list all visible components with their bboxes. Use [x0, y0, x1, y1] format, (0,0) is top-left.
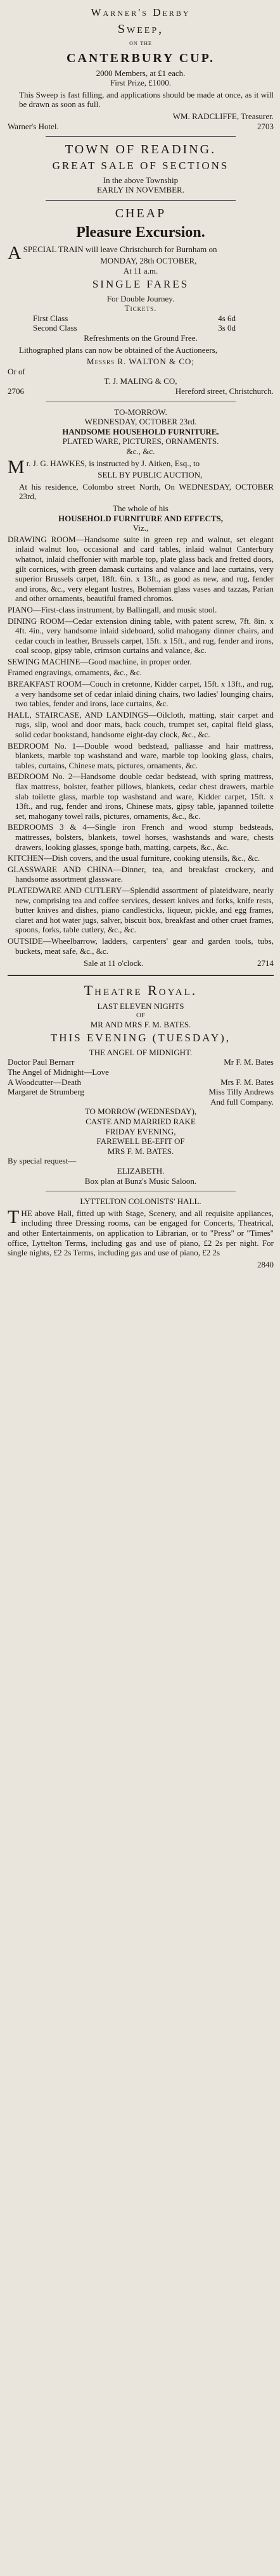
cast-role: Margaret de Strumberg	[8, 1087, 84, 1097]
lyttelton-number: 2840	[257, 1259, 274, 1269]
theatre-evening: THIS EVENING (TUESDAY),	[50, 1032, 231, 1044]
reading-township: In the above Township	[103, 175, 179, 185]
sweep-word: Sweep,	[117, 22, 164, 37]
fare-second-class: Second Class	[33, 323, 77, 333]
excursion-maling: T. J. MALING & CO,	[104, 376, 177, 386]
excursion-plans: Lithographed plans can now be obtained of the Auctioneers,	[19, 345, 217, 355]
sweep-treasurer: WM. RADCLIFFE, Treasurer.	[172, 111, 274, 121]
theatre-company: And full Company.	[210, 1096, 274, 1107]
excursion-refreshments: Refreshments on the Ground Free.	[84, 333, 198, 343]
sweep-on-the: on the	[129, 39, 152, 48]
lyttelton-advert	[8, 1196, 274, 1269]
furniture-sale-time: Sale at 11 o'clock.	[84, 958, 144, 968]
fare-first-class: First Class	[33, 313, 68, 323]
excursion-address: Hereford street, Christchurch.	[175, 386, 274, 397]
furniture-title: HANDSOME HOUSEHOLD FURNITURE.	[62, 426, 219, 436]
list-item: DINING ROOM—Cedar extension dining table, with patent screw, 7ft. 8in. x 4ft. 4in., very handsome inlaid sideboard, solid mahogany dinner chairs, and cedar couch in leather, Brussels carpet, 15ft. x 15ft., and rug, fender and irons, coal scoop, gipsy table, crimson curtains and valance, &c.	[8, 616, 274, 656]
excursion-tickets: Tickets.	[124, 303, 157, 314]
list-item: Framed engravings, ornaments, &c., &c.	[8, 668, 142, 678]
furniture-household: HOUSEHOLD FURNITURE AND EFFECTS,	[58, 513, 224, 523]
cast-actor: Miss Tilly Andrews	[208, 1087, 274, 1097]
sweep-prize: First Prize, £1000.	[110, 78, 172, 88]
furniture-etc: &c., &c.	[126, 447, 155, 456]
excursion-auctioneers: Messrs R. WALTON & CO;	[87, 357, 194, 367]
list-item: BEDROOM No. 1—Double wood bedstead, palliasse and hair mattress, blankets, marble top washstand and ware, marble top looking glass, chairs, tables, curtains, Chinese mats, pictures, ornaments, &c.	[8, 740, 274, 770]
list-item: BEDROOMS 3 & 4—Single iron French and wood stump bedsteads, mattresses, bolsters, blankets, towel horses, washstands and ware, chests drawers, looking glasses, sponge bath, matting, carpets, &c., &c.	[8, 822, 274, 852]
excursion-advert	[8, 206, 274, 397]
list-item: SEWING MACHINE—Good machine, in proper order.	[8, 656, 192, 666]
excursion-number: 2706	[8, 386, 24, 397]
reading-when: EARLY IN NOVEMBER.	[97, 185, 184, 195]
excursion-text: ASPECIAL TRAIN will leave Christchurch for Burnham on	[8, 242, 217, 263]
sweep-cup: CANTERBURY CUP.	[67, 51, 215, 65]
theatre-title: Theatre Royal.	[84, 982, 198, 998]
list-item: HALL, STAIRCASE, AND LANDINGS—Oilcloth, matting, stair carpet and rugs, slip, wool and door mats, back couch, trumpet set, capital field glass, solid cedar bookstand, handsome eight-day clock, &c., &c.	[8, 709, 274, 740]
list-item: OUTSIDE—Wheelbarrow, ladders, carpenters' gear and garden tools, tubs, buckets, meat safe, &c., &c.	[8, 936, 274, 956]
furniture-date: WEDNESDAY, OCTOBER 23rd.	[84, 417, 197, 427]
furniture-advert	[8, 407, 274, 968]
theatre-advert	[8, 982, 274, 1186]
furniture-plated: PLATED WARE, PICTURES, ORNAMENTS.	[62, 436, 219, 447]
furniture-sell: SELL BY PUBLIC AUCTION,	[98, 470, 203, 480]
theatre-mrs: MRS F. M. BATES.	[107, 1146, 174, 1156]
furniture-intro: Mr. J. G. HAWKES, is instructed by J. Aitken, Esq., to	[8, 456, 200, 478]
theatre-last: LAST ELEVEN NIGHTS	[97, 1001, 184, 1012]
cast-actor: Mr F. M. Bates	[224, 1057, 274, 1067]
lyttelton-text: THE above Hall, fitted up with Stage, Scenery, and all requisite appliances, including three Dressing rooms, can be engaged for Concerts, Theatrical, and other Entertainments, on application to Librarian, or to "Press" or "Times" office, Lyttelton Terms, including gas and use of piano, £2 2s per night. For single nights, £2 2s Terms, including gas and use of piano, £2 2s	[8, 1206, 274, 1258]
list-item: KITCHEN—Dish covers, and the usual furniture, cooking utensils, &c., &c.	[8, 853, 260, 863]
excursion-date: MONDAY, 28th OCTOBER,	[100, 256, 197, 266]
sweep-number: 2703	[257, 121, 274, 131]
excursion-double: For Double Journey.	[106, 293, 175, 303]
theatre-caste: CASTE AND MARRIED RAKE	[86, 1117, 196, 1126]
divider	[46, 136, 236, 137]
excursion-fares-title: SINGLE FARES	[92, 278, 189, 291]
excursion-time: At 11 a.m.	[123, 265, 158, 276]
cast-role: A Woodcutter—Death	[8, 1077, 82, 1087]
furniture-tomorrow: TO-MORROW.	[114, 407, 167, 417]
excursion-cheap: CHEAP	[115, 206, 167, 220]
theatre-names: MR AND MRS F. M. BATES.	[90, 1019, 191, 1029]
sweep-members: 2000 Members, at £1 each.	[96, 68, 186, 78]
fare-second-row	[8, 323, 274, 333]
cast-actor: Mrs F. M. Bates	[220, 1077, 274, 1087]
furniture-residence: At his residence, Colombo street North, On WEDNESDAY, OCTOBER 23rd,	[19, 481, 274, 502]
list-item: PIANO—First-class instrument, by Ballingall, and music stool.	[8, 604, 217, 614]
lyttelton-title: LYTTELTON COLONISTS' HALL.	[80, 1196, 201, 1207]
list-item: GLASSWARE AND CHINA—Dinner, tea, and breakfast crockery, and handsome assortment glassware.	[8, 864, 274, 884]
list-item: BEDROOM No. 2—Handsome double cedar bedstead, with spring mattress, flax mattress, bolster, feather pillows, blankets, cedar chest drawers, marble slab toilette glass, marble top washstand and ware, Kidder carpet, 15ft. x 13ft., and rug, fender and irons, Chinese mats, gipsy table, japanned toilette set, mahogany towel rails, pictures, ornaments, &c., &c.	[8, 771, 274, 821]
theatre-box-plan: Box plan at Bunz's Music Saloon.	[84, 1176, 197, 1186]
theatre-play: THE ANGEL OF MIDNIGHT.	[89, 1047, 193, 1057]
fare-first-price: 4s 6d	[218, 313, 236, 323]
list-item: BREAKFAST ROOM—Couch in cretonne, Kidder carpet, 15ft. x 13ft., and rug, a very handsome set of cedar inlaid dining chairs, two ladies' lounging chairs, two tables, fender and irons, lace curtains, &c.	[8, 679, 274, 709]
divider	[46, 200, 236, 201]
theatre-farewell: FAREWELL BE-EFIT OF	[96, 1136, 185, 1146]
fare-first-row	[8, 314, 274, 324]
cast-role: The Angel of Midnight—Love	[8, 1067, 109, 1077]
furniture-viz: Viz.,	[132, 523, 149, 533]
reading-advert	[8, 142, 274, 195]
excursion-or-of: Or of	[8, 366, 25, 376]
furniture-item-list	[8, 535, 274, 956]
list-item: PLATEDWARE AND CUTLERY—Splendid assortment of plateidware, nearly new, comprising tea and coffee services, dessert knives and forks, knife rests, butter knives and dishes, piano candlesticks, liqueur, pickle, and egg frames, claret and hot water jugs, salver, biscuit box, breakfast and other cruet frames, spoons, forks, table cutlery, &c., &c.	[8, 885, 274, 935]
sweep-advert	[8, 6, 274, 131]
theatre-cast	[8, 1057, 274, 1096]
reading-title: TOWN OF READING.	[65, 143, 217, 157]
sweep-notice: This Sweep is fast filling, and applications should be made at once, as it will be drawn as soon as full.	[19, 89, 274, 110]
newspaper-page	[0, 0, 280, 1269]
theatre-by-special: By special request—	[8, 1156, 77, 1166]
reading-sale: GREAT SALE OF SECTIONS	[52, 160, 229, 172]
theatre-of: OF	[136, 1011, 146, 1019]
furniture-whole: The whole of his	[113, 503, 169, 513]
theatre-elizabeth: ELIZABETH.	[117, 1165, 165, 1176]
theatre-friday: FRIDAY EVENING,	[105, 1126, 176, 1136]
sweep-hotel: Warner's Hotel.	[8, 121, 59, 131]
furniture-number: 2714	[257, 958, 274, 968]
fare-second-price: 3s 0d	[218, 323, 236, 333]
list-item: DRAWING ROOM—Handsome suite in green rep and walnut, set elegant inlaid walnut loo, occasional and card tables, inlaid walnut Canterbury whatnot, inlaid cheffonier with marble top, plate glass back and fretted doors, gilt cornices, with green damask curtains and valance and lace curtains, very superior Brussels carpet, 18ft. 6in. x 13ft., as good as new, and rug, fender and irons, &c., very elegant lustres, Bohemian glass vases and tazzas, Parian and other ornaments, beautiful framed chromos.	[8, 534, 274, 604]
theatre-tomorrow: TO MORROW (WEDNESDAY),	[84, 1107, 197, 1117]
divider	[8, 975, 274, 976]
cast-role: Doctor Paul Bernarr	[8, 1057, 75, 1067]
excursion-title: Pleasure Excursion.	[76, 224, 205, 241]
sweep-title: Warner's Derby	[91, 6, 191, 18]
